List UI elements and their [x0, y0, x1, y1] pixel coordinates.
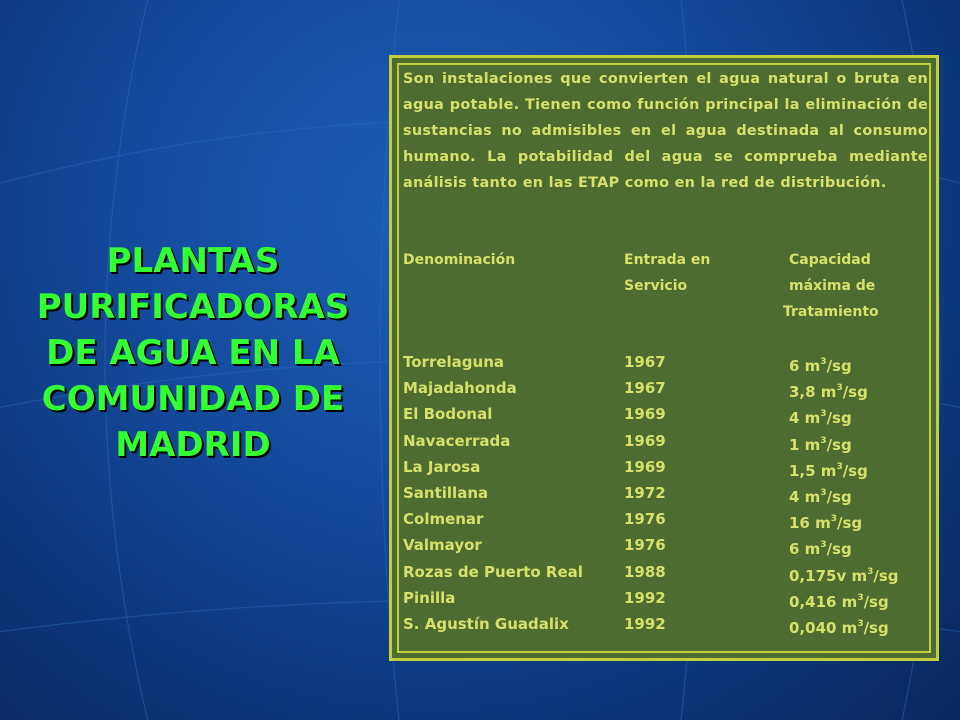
- service-year: 1988: [624, 562, 666, 581]
- capacity-value: 0,040 $m^3/sg$: [789, 619, 889, 637]
- header-service-line2: Servicio: [624, 278, 688, 294]
- capacity-value: 1,5 $m^3/sg$: [789, 461, 868, 480]
- capacity-value: 4 $m^3/sg$: [789, 488, 852, 506]
- service-year: 1967: [624, 379, 666, 398]
- service-year: 1976: [624, 536, 666, 555]
- plant-name: Valmayor: [403, 536, 482, 555]
- header-name: Denominación: [403, 252, 516, 268]
- table-row: [392, 454, 937, 480]
- plant-name: S. Agustín Guadalix: [403, 615, 569, 633]
- header-capacity-line2: máxima de: [789, 278, 876, 294]
- capacity-value: 3,8 $m^3/sg$: [789, 383, 868, 402]
- info-panel: [389, 55, 939, 661]
- service-year: 1972: [624, 484, 666, 502]
- table-row: [392, 349, 937, 375]
- capacity-value: 6 $m^3/sg$: [789, 540, 852, 559]
- table-row: [392, 559, 937, 585]
- plant-name: Rozas de Puerto Real: [403, 562, 583, 581]
- service-year: 1969: [624, 431, 666, 450]
- service-year: 1969: [624, 405, 666, 424]
- plant-name: Navacerrada: [403, 431, 511, 450]
- header-capacity-line3: Tratamiento: [783, 304, 879, 320]
- table-row: [392, 401, 937, 427]
- service-year: 1967: [624, 353, 666, 371]
- capacity-value: 6 $m^3/sg$: [789, 357, 852, 375]
- plant-name: Majadahonda: [403, 379, 517, 398]
- table-row: [392, 532, 937, 558]
- plant-name: Santillana: [403, 484, 489, 502]
- capacity-value: 4 $m^3/sg$: [789, 409, 852, 428]
- plant-name: Pinilla: [403, 588, 456, 607]
- capacity-value: 16 $m^3/sg$: [789, 514, 863, 533]
- table-row: [392, 428, 937, 454]
- plant-name: El Bodonal: [403, 405, 493, 424]
- description-paragraph: Son instalaciones que convierten el agua natural o bruta en agua potable. Tienen como función principal la eliminación de sustancias no admisibles en el agua destinada al consumo humano. La potabilidad del agua se comprueba mediante análisis tanto en las ETAP como en la red de distribución.: [403, 71, 928, 191]
- capacity-value: 0,175v $m^3/sg$: [789, 566, 899, 585]
- table-row: [392, 375, 937, 401]
- plant-name: Colmenar: [403, 510, 484, 529]
- table-row: [392, 585, 937, 611]
- capacity-value: 1 $m^3/sg$: [789, 435, 852, 454]
- plant-name: Torrelaguna: [403, 353, 504, 371]
- header-capacity-line1: Capacidad: [789, 252, 871, 268]
- service-year: 1969: [624, 457, 666, 476]
- plant-name: La Jarosa: [403, 457, 481, 476]
- service-year: 1992: [624, 588, 666, 607]
- header-service-line1: Entrada en: [624, 252, 711, 268]
- table-row: [392, 506, 937, 532]
- slide-title: PLANTAS PURIFICADORAS DE AGUA EN LA COMUNIDAD DE MADRID: [36, 241, 350, 465]
- service-year: 1992: [624, 615, 666, 633]
- table-row: [392, 480, 937, 506]
- capacity-value: 0,416 $m^3/sg$: [789, 592, 889, 611]
- service-year: 1976: [624, 510, 666, 529]
- table-row: [392, 611, 937, 637]
